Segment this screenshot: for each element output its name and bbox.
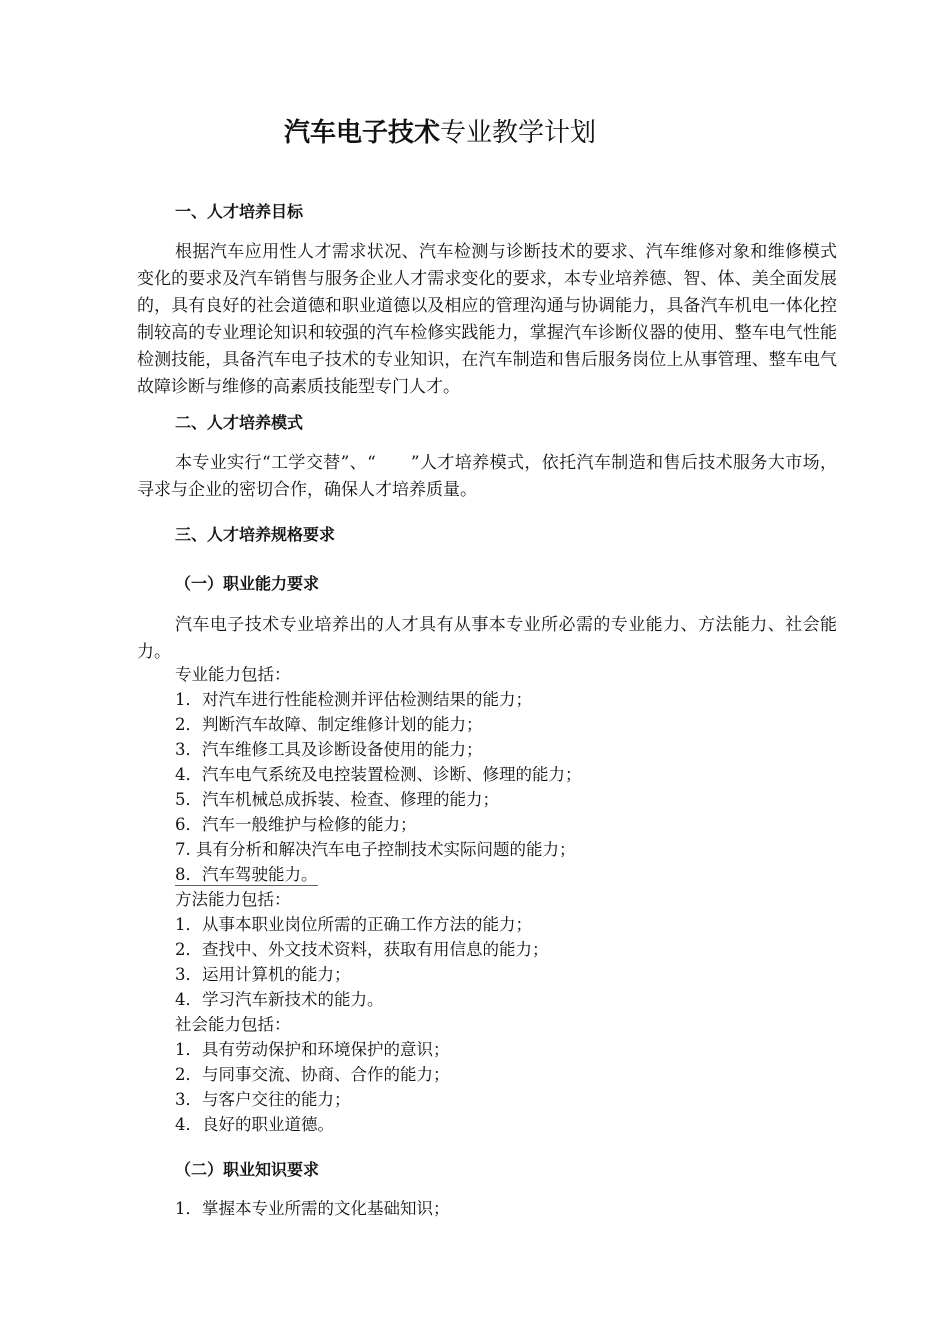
title-normal-part: 专业教学计划 [440,118,597,148]
list-item: 5．汽车机械总成拆装、检查、修理的能力； [175,790,499,809]
list-item: 3．与客户交往的能力； [175,1090,351,1109]
list-item: 1．具有劳动保护和环境保护的意识； [175,1040,450,1059]
list-item: 1．掌握本专业所需的文化基础知识； [175,1199,450,1218]
sub1-heading: （一）职业能力要求 [175,574,320,593]
section2-paragraph: 本专业实行“工学交替”、“ ”人才培养模式，依托汽车制造和售后技术服务大市场，寻求与企业的密切合作，确保人才培养质量。 [137,453,837,500]
list-item: 4．学习汽车新技术的能力。 [175,990,384,1009]
sub1-intro: 汽车电子技术专业培养出的人才具有从事本专业所必需的专业能力、方法能力、社会能力。 [137,615,837,662]
list-item: 3．运用计算机的能力； [175,965,351,984]
list-item: 3．汽车维修工具及诊断设备使用的能力； [175,740,483,759]
section1-heading: 一、人才培养目标 [175,202,304,221]
section3-heading: 三、人才培养规格要求 [175,525,336,544]
title-bold-part: 汽车电子技术 [283,118,440,148]
list-item: 2．查找中、外文技术资料，获取有用信息的能力； [175,940,549,959]
list-item: 1．从事本职业岗位所需的正确工作方法的能力； [175,915,532,934]
section2-heading: 二、人才培养模式 [175,413,304,432]
list-item: 7. 具有分析和解决汽车电子控制技术实际问题的能力； [175,840,576,859]
section1-paragraph: 根据汽车应用性人才需求状况、汽车检测与诊断技术的要求、汽车维修对象和维修模式变化的要求及汽车销售与服务企业人才需求变化的要求，本专业培养德、智、体、美全面发展的，具有良好的社会道德和职业道德以及相应的管理沟通与协调能力，具备汽车机电一体化控制较高的专业理论知识和较强的汽车检修实践能力，掌握汽车诊断仪器的使用、整车电气性能检测技能，具备汽车电子技术的专业知识，在汽车制造和售后服务岗位上从事管理、整车电气故障诊断与维修的高素质技能型专门人才。 [137,242,837,397]
list-item: 4．汽车电气系统及电控装置检测、诊断、修理的能力； [175,765,582,784]
list-item: 6．汽车一般维护与检修的能力； [175,815,417,834]
sub2-heading: （二）职业知识要求 [175,1160,320,1179]
list-item-text: 8．汽车驾驶能力。 [175,865,318,884]
list-item: 1．对汽车进行性能检测并评估检测结果的能力； [175,690,532,709]
list-item-underlined [175,862,318,887]
list-item: 2．判断汽车故障、制定维修计划的能力； [175,715,483,734]
document-title [0,112,880,149]
list-item: 4．良好的职业道德。 [175,1115,334,1134]
social-label: 社会能力包括： [175,1015,291,1034]
method-label: 方法能力包括： [175,890,291,909]
list-item: 2．与同事交流、协商、合作的能力； [175,1065,450,1084]
professional-label: 专业能力包括： [175,665,291,684]
